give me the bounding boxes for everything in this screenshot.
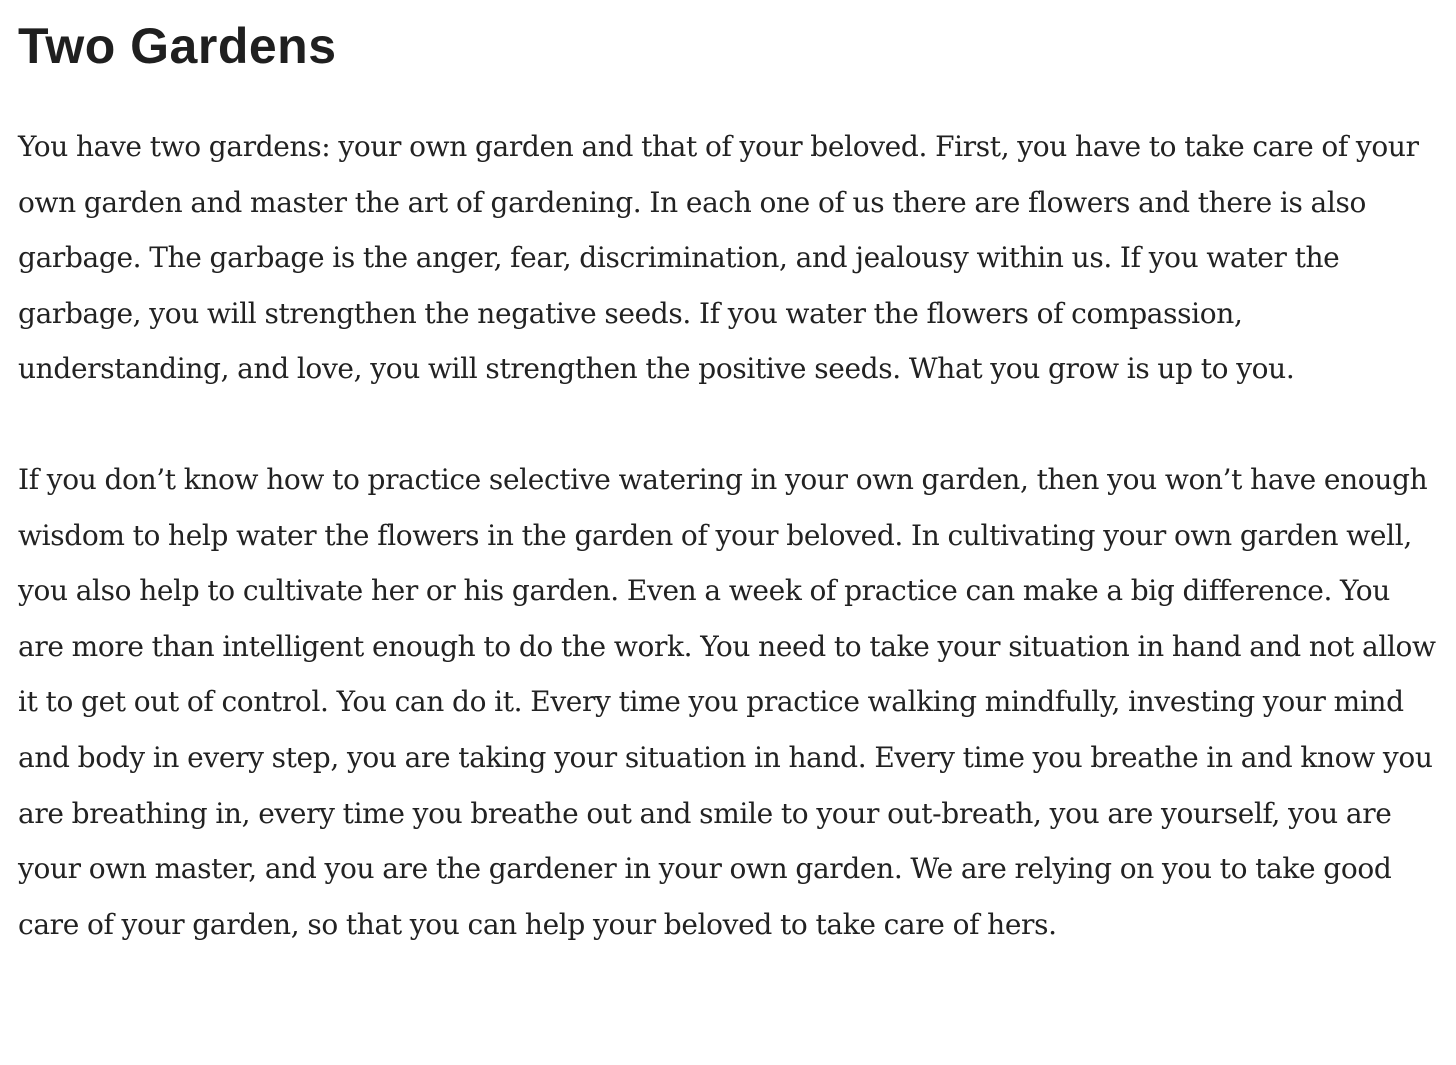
article-title: Two Gardens (18, 18, 337, 74)
article-paragraph-1: You have two gardens: your own garden and that of your beloved. First, you have to take care of your own garden and master the art of gardening. In each one of us there are flowers and there is also garbage. The garbage is the anger, fear, discrimination, and jealousy within us. If you water the garbage, you will strengthen the negative seeds. If you water the flowers of compassion, understanding, and love, you will strengthen the positive seeds. What you grow is up to you. (18, 130, 1419, 386)
article-paragraph-2: If you don’t know how to practice selective watering in your own garden, then you won’t have enough wisdom to help water the flowers in the garden of your beloved. In cultivating your own garden well, you also help to cultivate her or his garden. Even a week of practice can make a big difference. You are more than intelligent enough to do the work. You need to take your situation in hand and not allow it to get out of control. You can do it. Every time you practice walking mindfully, investing your mind and body in every step, you are taking your situation in hand. Every time you breathe in and know you are breathing in, every time you breathe out and smile to your out-breath, you are yourself, you are your own master, and you are the gardener in your own garden. We are relying on you to take good care of your garden, so that you can help your beloved to take care of hers. (18, 462, 1436, 941)
